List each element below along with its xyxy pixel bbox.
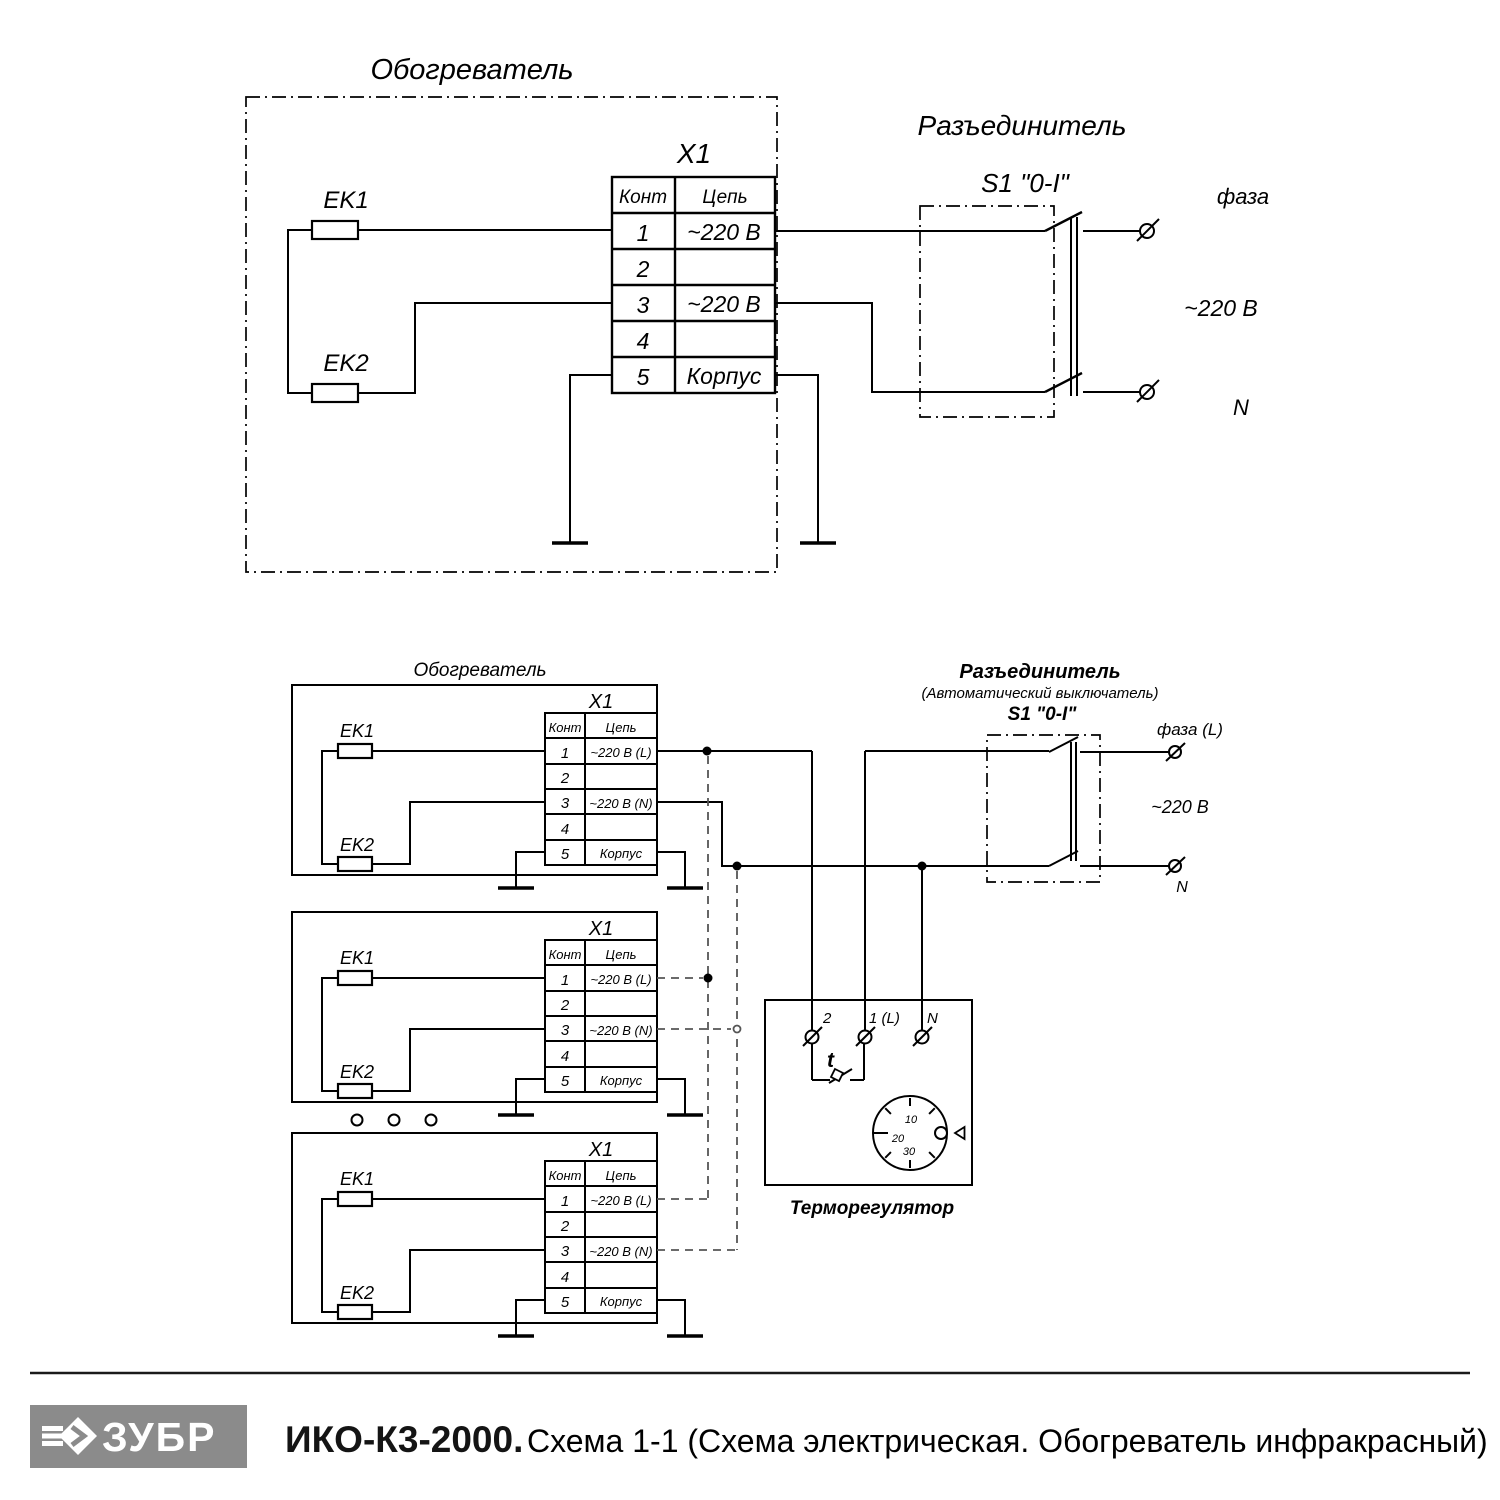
connector-x1-label: X1 bbox=[588, 918, 614, 940]
terminal-2-label: 2 bbox=[823, 1010, 832, 1027]
ek2-heating-element bbox=[312, 384, 358, 402]
junction-node bbox=[734, 1026, 741, 1033]
table-header-circuit: Цепь bbox=[605, 947, 637, 962]
dial-pointer-icon bbox=[955, 1127, 965, 1139]
circuit-5: Корпус bbox=[686, 363, 762, 389]
table-header-pin: Конт bbox=[548, 1168, 582, 1183]
ek2-label: EK2 bbox=[339, 1062, 375, 1082]
ek2-heating-element bbox=[338, 857, 372, 871]
pin-2: 2 bbox=[560, 1218, 570, 1235]
pin-2: 2 bbox=[560, 770, 570, 787]
ek2-label: EK2 bbox=[339, 1283, 375, 1303]
more-heaters-ellipsis-icon bbox=[352, 1115, 437, 1126]
circuit-3: ~220 В (N) bbox=[589, 1244, 653, 1259]
switch-contacts bbox=[1045, 212, 1140, 396]
thermostat-box bbox=[765, 1000, 972, 1185]
connector-x1-label: X1 bbox=[588, 691, 614, 713]
pin-2: 2 bbox=[560, 997, 570, 1014]
circuit-1: ~220 В (L) bbox=[590, 745, 652, 760]
circuit-5: Корпус bbox=[599, 1073, 643, 1088]
pin-1: 1 bbox=[560, 1193, 570, 1210]
junction-dot bbox=[918, 862, 927, 871]
switch-s1-label: S1 "0-I" bbox=[981, 168, 1069, 198]
neutral-label: N bbox=[1176, 879, 1188, 896]
connector-x1-label: X1 bbox=[676, 138, 712, 169]
voltage-label: ~220 В bbox=[1184, 295, 1258, 321]
ek2-label: EK2 bbox=[339, 835, 375, 855]
dial-30-label: 30 bbox=[902, 1146, 916, 1158]
disconnector-title: Разъединитель bbox=[959, 661, 1121, 683]
terminal-table bbox=[545, 940, 657, 1092]
thermostat-title: Терморегулятор bbox=[789, 1198, 955, 1219]
ek1-label: EK1 bbox=[339, 948, 375, 968]
ek1-heating-element bbox=[338, 1192, 372, 1206]
table-header-circuit: Цепь bbox=[605, 720, 637, 735]
table-header-pin: Конт bbox=[548, 947, 582, 962]
terminal-1-label: 1 (L) bbox=[869, 1010, 900, 1027]
phase-label: фаза bbox=[1216, 184, 1270, 209]
disconnector-title: Разъединитель bbox=[917, 110, 1127, 141]
heater-unit-3 bbox=[292, 1133, 703, 1336]
ek2-heating-element bbox=[338, 1084, 372, 1098]
pin-4: 4 bbox=[560, 821, 570, 838]
parallel-bus-wiring bbox=[657, 756, 741, 1250]
circuit-3: ~220 В bbox=[687, 291, 761, 317]
disconnector-box bbox=[920, 206, 1054, 417]
circuit-1: ~220 В (L) bbox=[590, 1193, 652, 1208]
pin-5: 5 bbox=[560, 1294, 570, 1311]
circuit-3: ~220 В (N) bbox=[589, 796, 653, 811]
pin-4: 4 bbox=[560, 1269, 570, 1286]
pin-4: 4 bbox=[636, 328, 650, 354]
diagram-multi-heater bbox=[292, 660, 1223, 1336]
pin-3: 3 bbox=[636, 292, 650, 318]
heater-unit-1 bbox=[292, 660, 703, 888]
circuit-1: ~220 В (L) bbox=[590, 972, 652, 987]
pin-3: 3 bbox=[560, 1243, 570, 1260]
disconnector-subtitle: (Автоматический выключатель) bbox=[921, 685, 1159, 702]
neutral-label: N bbox=[1233, 395, 1249, 420]
dial-knob-icon bbox=[935, 1127, 947, 1139]
pin-5: 5 bbox=[560, 1073, 570, 1090]
pin-1: 1 bbox=[636, 220, 650, 246]
schema-subtitle: Схема 1-1 (Схема электрическая. Обогреватель инфракрасный) bbox=[527, 1423, 1488, 1459]
circuit-5: Корпус bbox=[599, 1294, 643, 1309]
dial-10-label: 10 bbox=[904, 1114, 918, 1126]
dial-20-label: 20 bbox=[891, 1133, 905, 1145]
footer bbox=[30, 1373, 1488, 1468]
table-header-circuit: Цепь bbox=[605, 1168, 637, 1183]
thermostat bbox=[765, 1000, 972, 1219]
circuit-1: ~220 В bbox=[687, 219, 761, 245]
ek1-heating-element bbox=[312, 221, 358, 239]
voltage-label: ~220 В bbox=[1151, 797, 1209, 817]
disconnector-2 bbox=[922, 661, 1223, 896]
heater-title: Обогреватель bbox=[413, 660, 547, 681]
pin-3: 3 bbox=[560, 1022, 570, 1039]
pin-5: 5 bbox=[560, 846, 570, 863]
pin-5: 5 bbox=[636, 364, 650, 390]
heater-title: Обогреватель bbox=[370, 54, 574, 86]
ek1-heating-element bbox=[338, 971, 372, 985]
circuit-3: ~220 В (N) bbox=[589, 1023, 653, 1038]
pin-4: 4 bbox=[560, 1048, 570, 1065]
terminal-table bbox=[612, 177, 775, 393]
ek1-heating-element bbox=[338, 744, 372, 758]
pin-2: 2 bbox=[636, 256, 650, 282]
junction-dot bbox=[704, 974, 713, 983]
junction-dot bbox=[733, 862, 742, 871]
temperature-dial bbox=[873, 1096, 965, 1170]
ek2-heating-element bbox=[338, 1305, 372, 1319]
ek1-label: EK1 bbox=[323, 187, 369, 214]
pin-1: 1 bbox=[560, 972, 570, 989]
heater-unit-2 bbox=[292, 912, 703, 1115]
table-header-circuit: Цепь bbox=[702, 187, 748, 208]
terminal-table bbox=[545, 1161, 657, 1313]
terminal-table bbox=[545, 713, 657, 865]
switch-s1-label: S1 "0-I" bbox=[1007, 704, 1077, 725]
connector-x1-label: X1 bbox=[588, 1139, 614, 1161]
pin-3: 3 bbox=[560, 795, 570, 812]
table-header-pin: Конт bbox=[618, 187, 668, 208]
phase-label: фаза (L) bbox=[1157, 720, 1223, 739]
circuit-5: Корпус bbox=[599, 846, 643, 861]
ek1-label: EK1 bbox=[339, 1169, 375, 1189]
pin-1: 1 bbox=[560, 745, 570, 762]
table-header-pin: Конт bbox=[548, 720, 582, 735]
disconnector-box bbox=[987, 735, 1100, 882]
thermal-t-label: t bbox=[827, 1049, 834, 1072]
brand-name: ЗУБР bbox=[102, 1414, 217, 1460]
junction-dot bbox=[703, 747, 712, 756]
thermal-switch bbox=[812, 1044, 864, 1083]
ek1-label: EK1 bbox=[339, 721, 375, 741]
terminal-n-label: N bbox=[927, 1010, 938, 1027]
ek2-label: EK2 bbox=[323, 350, 369, 377]
diagram-single-heater bbox=[246, 54, 1269, 572]
model-number: ИКО-К3-2000. bbox=[285, 1419, 524, 1460]
mains-wiring bbox=[657, 751, 1049, 1031]
